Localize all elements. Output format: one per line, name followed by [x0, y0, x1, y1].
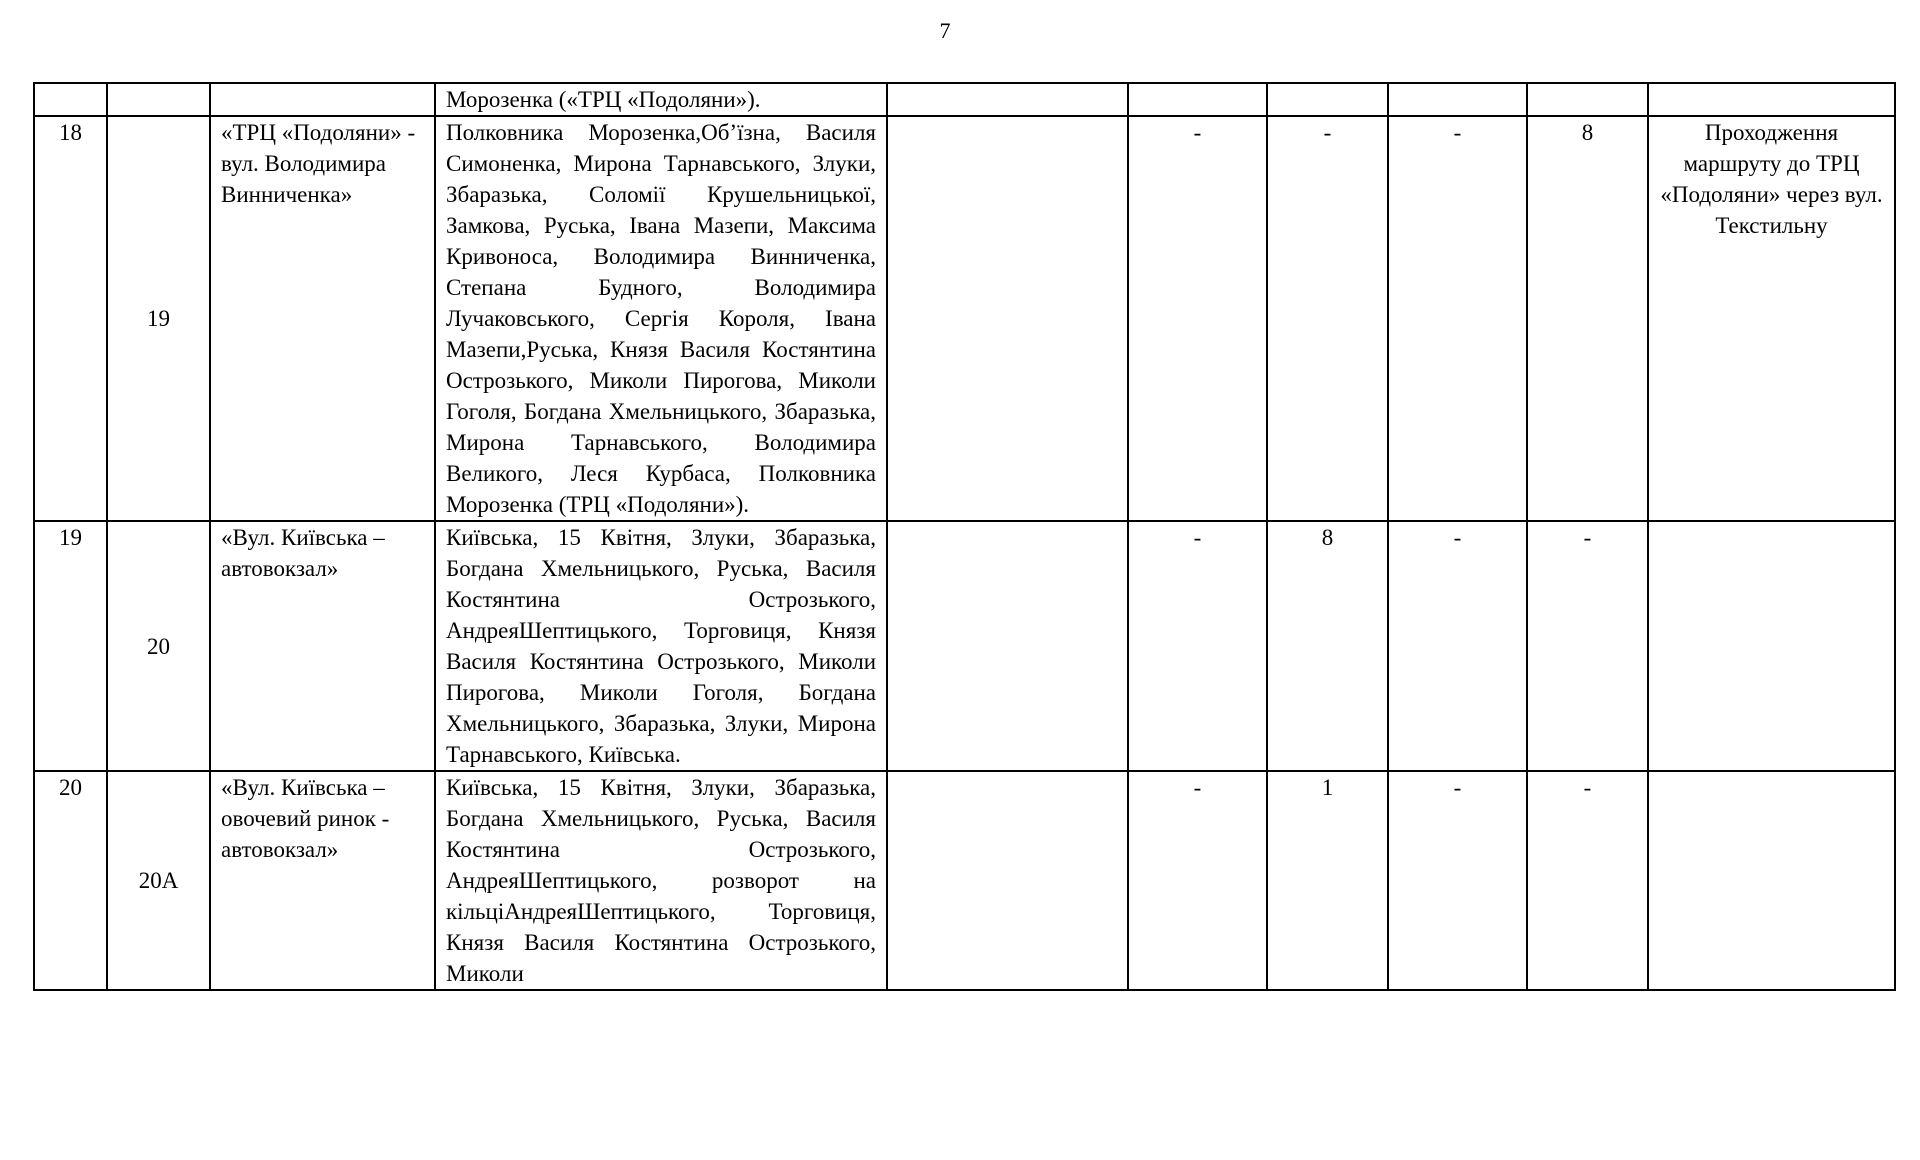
route-name: «Вул. Київська – автовокзал»	[210, 521, 435, 771]
routes-table	[33, 82, 1896, 991]
value-cell: -	[1128, 771, 1267, 990]
value-cell: -	[1388, 116, 1527, 521]
value-cell: -	[1388, 771, 1527, 990]
table-row	[34, 116, 1895, 521]
value-cell: 8	[1267, 521, 1388, 771]
table-row-continuation	[34, 83, 1895, 116]
route-number: 19	[107, 116, 210, 521]
route-name: «ТРЦ «Подоляни» - вул. Володимира Винниченка»	[210, 116, 435, 521]
route-name: «Вул. Київська – овочевий ринок - автовокзал»	[210, 771, 435, 990]
value-cell: 8	[1527, 116, 1648, 521]
row-number: 19	[34, 521, 107, 771]
note-cell	[1648, 521, 1895, 771]
empty-cell	[887, 116, 1128, 521]
row-number: 20	[34, 771, 107, 990]
route-number: 20	[107, 521, 210, 771]
streets-cell: Морозенка («ТРЦ «Подоляни»).	[435, 83, 887, 116]
streets-cell: Київська, 15 Квітня, Злуки, Збаразька, Богдана Хмельницького, Руська, Василя Костянтина Острозького, АндреяШептицького, Торговиця, Князя Василя Костянтина Острозького, Миколи Пирогова, Миколи Гоголя, Богдана Хмельницького, Збаразька, Злуки, Мирона Тарнавського, Київська.	[435, 521, 887, 771]
route-number: 20А	[107, 771, 210, 990]
note-cell	[1648, 771, 1895, 990]
value-cell: 1	[1267, 771, 1388, 990]
value-cell: -	[1128, 116, 1267, 521]
row-number: 18	[34, 116, 107, 521]
empty-cell	[887, 771, 1128, 990]
value-cell: -	[1527, 771, 1648, 990]
value-cell: -	[1388, 521, 1527, 771]
value-cell: -	[1267, 116, 1388, 521]
value-cell: -	[1128, 521, 1267, 771]
page-number: 7	[939, 18, 951, 43]
streets-cell: Київська, 15 Квітня, Злуки, Збаразька, Богдана Хмельницького, Руська, Василя Костянтина Острозького, АндреяШептицького, розворот на кільціАндреяШептицького, Торговиця, Князя Василя Костянтина Острозького, Миколи	[435, 771, 887, 990]
note-cell: Проходження маршруту до ТРЦ «Подоляни» через вул. Текстильну	[1648, 116, 1895, 521]
streets-cell: Полковника Морозенка,Об’їзна, Василя Симоненка, Мирона Тарнавського, Злуки, Збаразька, Соломії Крушельницької, Замкова, Руська, Івана Мазепи, Максима Кривоноса, Володимира Винниченка, Степана Будного, Володимира Лучаковського, Сергія Короля, Івана Мазепи,Руська, Князя Василя Костянтина Острозького, Миколи Пирогова, Миколи Гоголя, Богдана Хмельницького, Збаразька, Мирона Тарнавського, Володимира Великого, Леся Курбаса, Полковника Морозенка (ТРЦ «Подоляни»).	[435, 116, 887, 521]
value-cell: -	[1527, 521, 1648, 771]
table-row	[34, 521, 1895, 771]
table-row	[34, 771, 1895, 990]
empty-cell	[887, 521, 1128, 771]
